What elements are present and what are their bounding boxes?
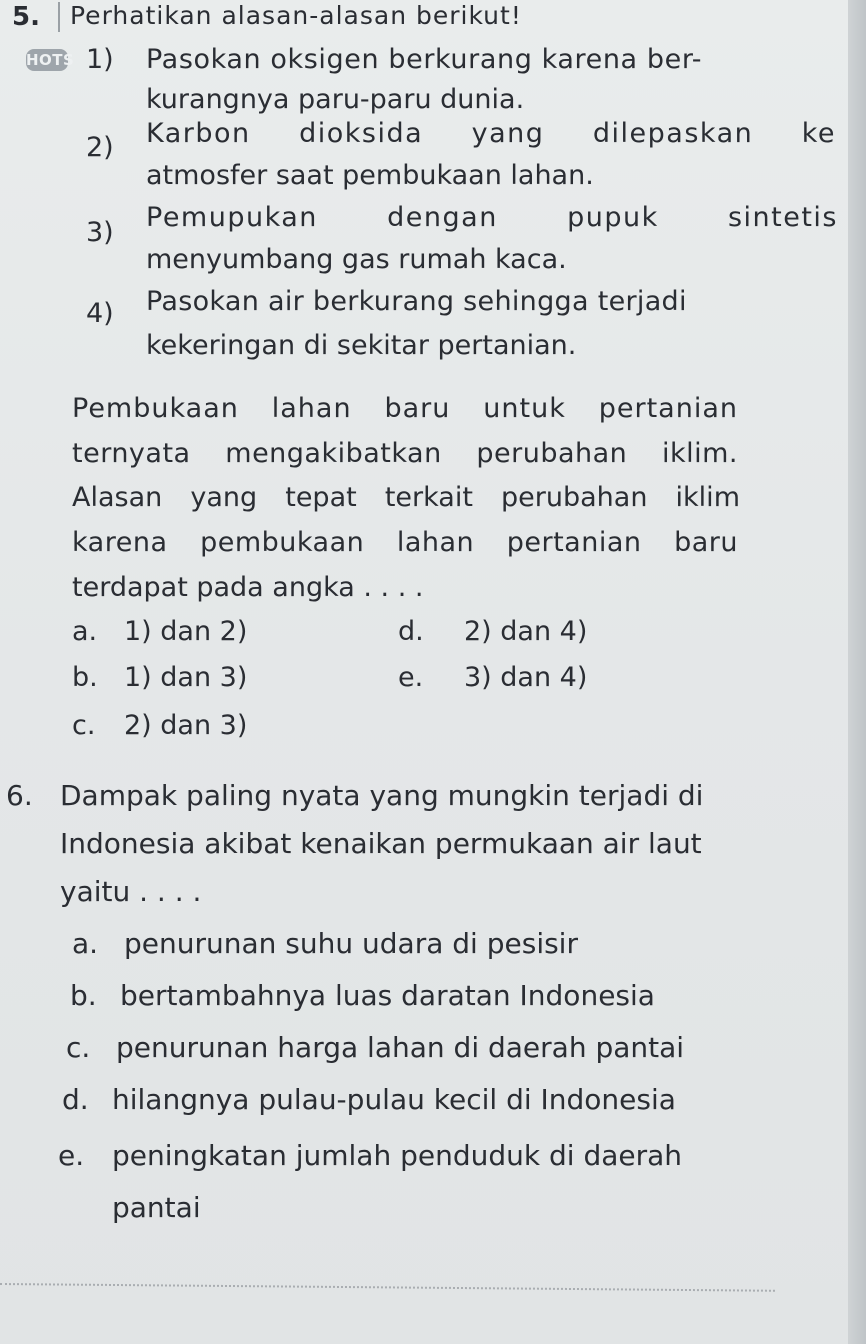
option-text: bertambahnya luas daratan Indonesia: [120, 979, 655, 1012]
option-text: peningkatan jumlah penduduk di daerah: [112, 1139, 683, 1172]
page-edge: [848, 0, 866, 1344]
reason-text: kurangnya paru-paru dunia.: [146, 84, 525, 115]
reason-text: Pasokan air berkurang sehingga terjadi: [146, 286, 687, 317]
option-text: 3) dan 4): [464, 662, 588, 693]
option-text: pantai: [112, 1191, 201, 1224]
option-letter: d.: [398, 616, 424, 647]
option-text: penurunan suhu udara di pesisir: [124, 927, 578, 960]
reason-number: 2): [86, 132, 114, 163]
option-text: 1) dan 2): [124, 616, 248, 647]
reason-text: atmosfer saat pembukaan lahan.: [146, 160, 594, 191]
reason-text: menyumbang gas rumah kaca.: [146, 244, 567, 275]
reason-number: 4): [86, 298, 114, 329]
option-letter: b.: [70, 979, 97, 1012]
option-letter: c.: [72, 710, 96, 741]
option-letter: d.: [62, 1083, 89, 1116]
question-line: karena pembukaan lahan pertanian baru: [72, 527, 738, 558]
option-text: 2) dan 4): [464, 616, 588, 647]
reason-text: Karbon dioksida yang dilepaskan ke: [146, 118, 836, 149]
option-letter: e.: [58, 1139, 85, 1172]
reason-text: kekeringan di sekitar pertanian.: [146, 330, 577, 361]
question-line: Alasan yang tepat terkait perubahan iklim: [72, 482, 740, 513]
question-number: 5.: [6, 2, 60, 32]
option-text: hilangnya pulau-pulau kecil di Indonesia: [112, 1083, 676, 1116]
option-letter: e.: [398, 662, 424, 693]
question-line: Pembukaan lahan baru untuk pertanian: [72, 393, 738, 424]
option-text: 2) dan 3): [124, 710, 248, 741]
option-text: penurunan harga lahan di daerah pantai: [116, 1031, 685, 1064]
reason-number: 3): [86, 217, 114, 248]
question-stem: Perhatikan alasan-alasan berikut!: [70, 1, 522, 30]
option-letter: a.: [72, 616, 98, 647]
question-line: ternyata mengakibatkan perubahan iklim.: [72, 438, 738, 469]
question-stem: yaitu . . . .: [60, 875, 202, 908]
reason-number: 1): [86, 44, 114, 75]
option-letter: a.: [72, 927, 99, 960]
option-text: 1) dan 3): [124, 662, 248, 693]
question-line: terdapat pada angka . . . .: [72, 572, 424, 603]
hots-badge: HOTS: [26, 51, 75, 69]
question-number: 6.: [6, 779, 33, 812]
question-stem: Indonesia akibat kenaikan permukaan air laut: [60, 827, 702, 860]
question-stem: Dampak paling nyata yang mungkin terjadi di: [60, 779, 704, 812]
option-letter: c.: [66, 1031, 91, 1064]
option-letter: b.: [72, 662, 98, 693]
reason-text: Pemupukan dengan pupuk sintetis: [146, 202, 838, 233]
reason-text: Pasokan oksigen berkurang karena ber-: [146, 44, 703, 75]
